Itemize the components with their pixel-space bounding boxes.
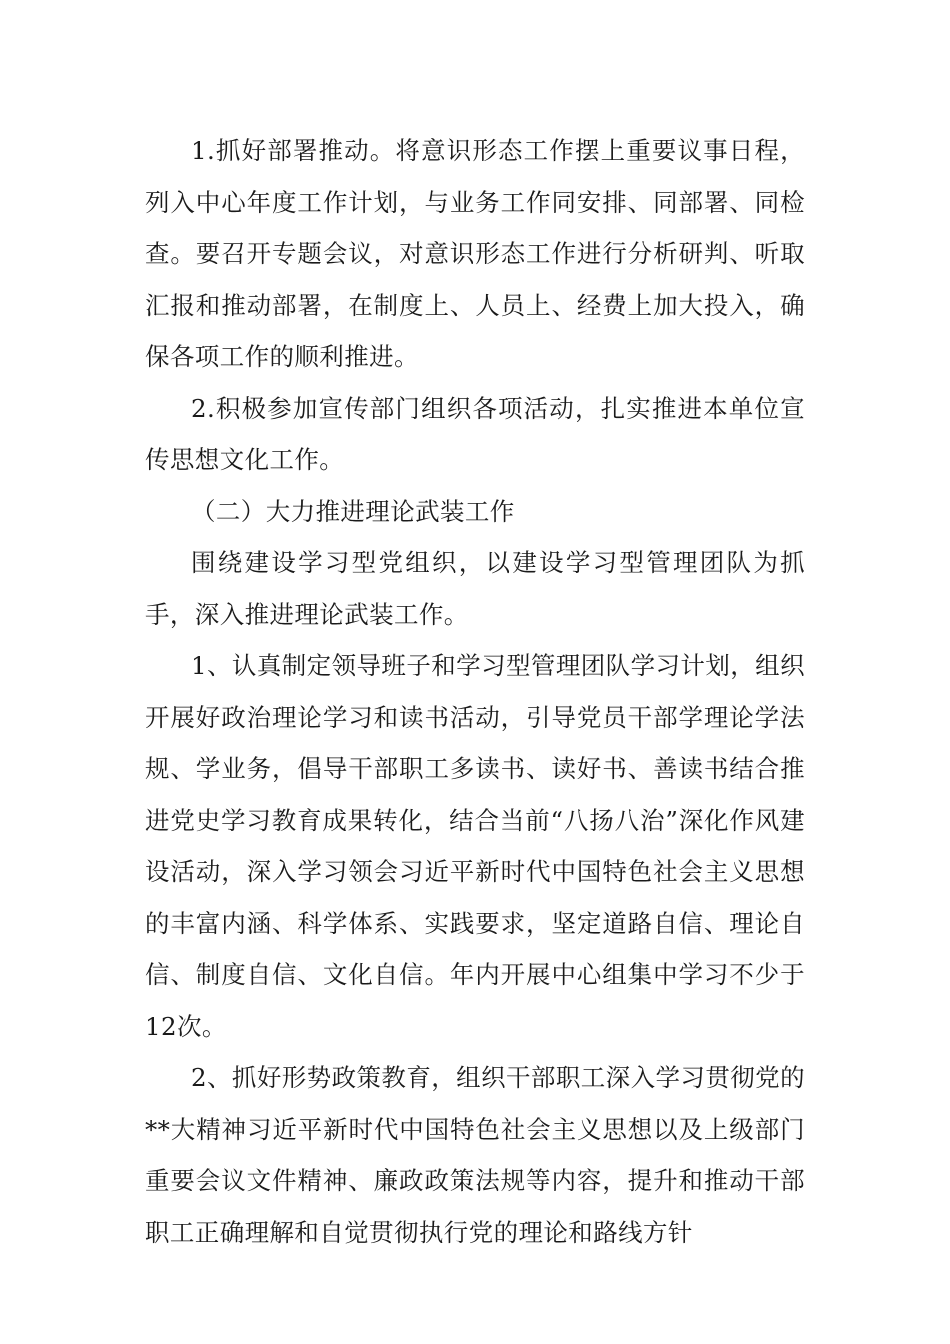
paragraph-deployment: 1.抓好部署推动。将意识形态工作摆上重要议事日程，列入中心年度工作计划，与业务工作同安排、同部署、同检查。要召开专题会议，对意识形态工作进行分析研判、听取汇报和推动部署，在制度上、人员上、经费上加大投入，确保各项工作的顺利推进。: [145, 136, 805, 371]
paragraph-publicity-activities: 2.积极参加宣传部门组织各项活动，扎实推进本单位宣传思想文化工作。: [145, 393, 805, 474]
paragraph-policy-education: 2、抓好形势政策教育，组织干部职工深入学习贯彻党的**大精神习近平新时代中国特色社会主义思想以及上级部门重要会议文件精神、廉政政策法规等内容，提升和推动干部职工正确理解和自觉贯彻执行党的理论和路线方针: [145, 1063, 805, 1247]
paragraph-learning-organization: 围绕建设学习型党组织，以建设学习型管理团队为抓手，深入推进理论武装工作。: [145, 548, 805, 629]
paragraph-study-plan: 1、认真制定领导班子和学习型管理团队学习计划，组织开展好政治理论学习和读书活动，引导党员干部学理论学法规、学业务，倡导干部职工多读书、读好书、善读书结合推进党史学习教育成果转化，结合当前“八扬八治”深化作风建设活动，深入学习领会习近平新时代中国特色社会主义思想的丰富内涵、科学体系、实践要求，坚定道路自信、理论自信、制度自信、文化自信。年内开展中心组集中学习不少于12次。: [145, 651, 805, 1041]
document-body: [145, 125, 805, 1258]
section-heading-theory: （二）大力推进理论武装工作: [191, 496, 515, 526]
